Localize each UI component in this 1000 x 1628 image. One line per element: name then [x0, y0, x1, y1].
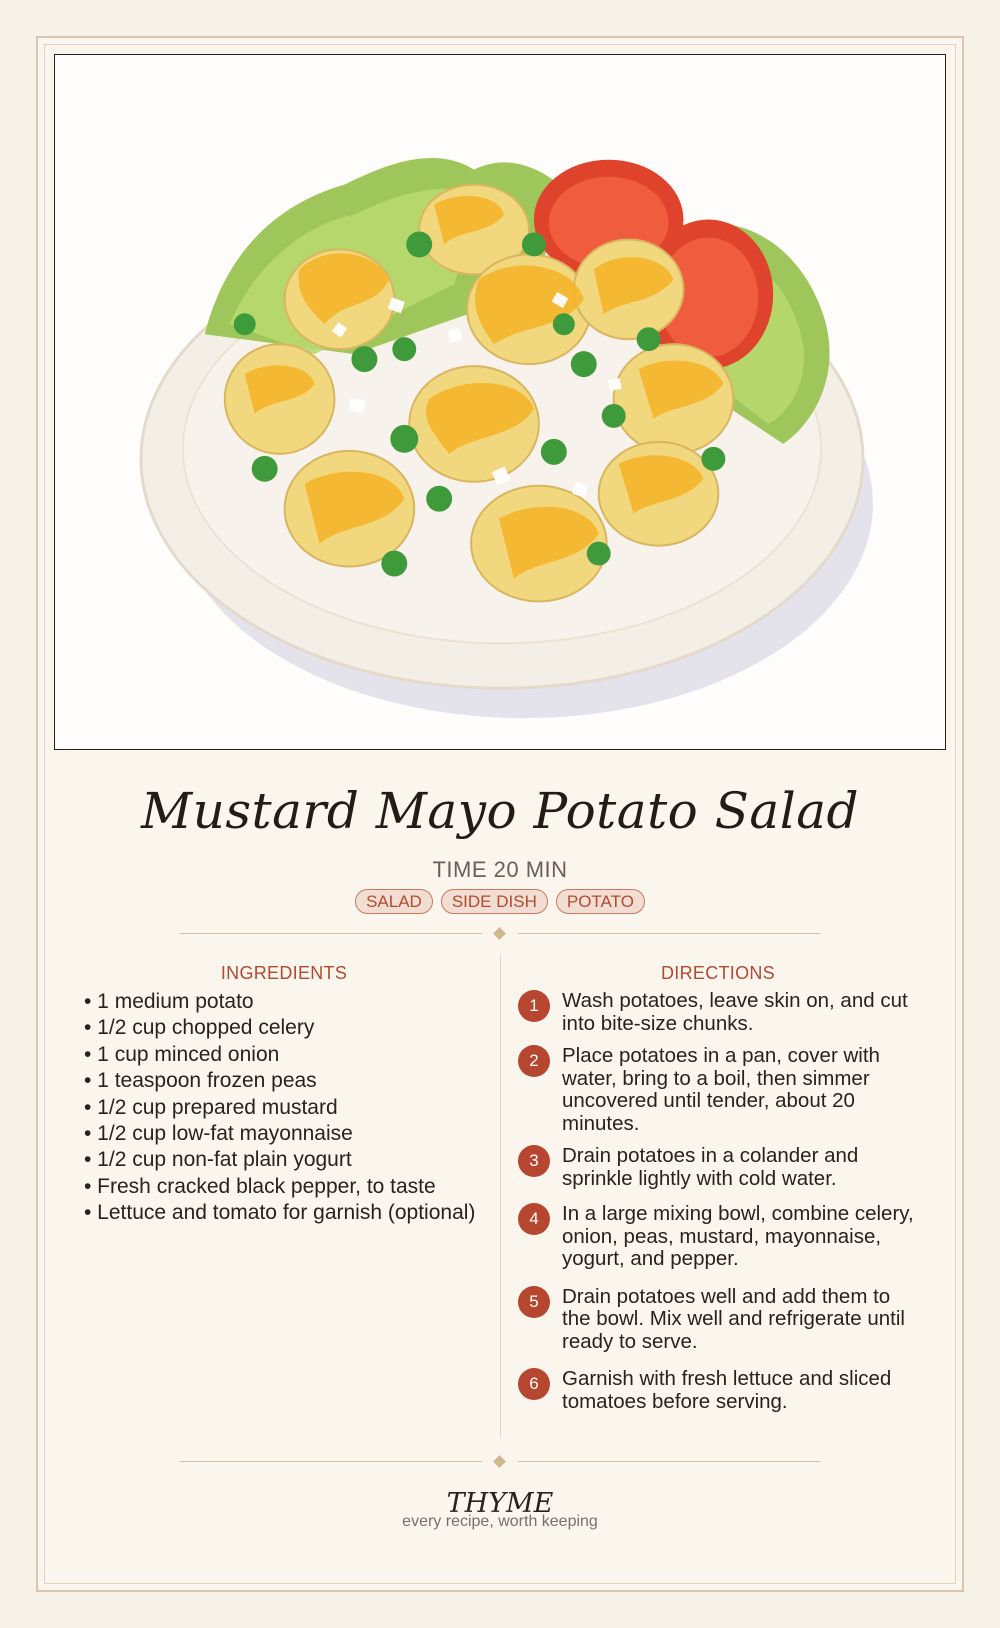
directions-list	[518, 990, 918, 1413]
ingredient-item: • Fresh cracked black pepper, to taste	[84, 1174, 436, 1198]
direction-step	[518, 990, 918, 1035]
directions-heading: DIRECTIONS	[660, 963, 775, 983]
step-text: Wash potatoes, leave skin on, and cut into bite-size chunks.	[562, 989, 908, 1035]
ingredient-item: • 1 medium potato	[84, 990, 254, 1013]
diamond-icon	[493, 927, 506, 940]
direction-step	[518, 1286, 918, 1354]
diamond-icon	[493, 1455, 506, 1468]
brand-tagline: every recipe, worth keeping	[402, 1513, 598, 1530]
tag-list	[0, 889, 1000, 914]
step-text: Drain potatoes in a colander and sprinkle lightly with cold water.	[562, 1144, 859, 1190]
ingredient-item: • 1 cup minced onion	[84, 1042, 280, 1066]
direction-step	[518, 1368, 918, 1413]
tag-potato[interactable]: POTATO	[556, 889, 645, 914]
direction-step	[518, 1145, 918, 1190]
step-number-badge: 5	[518, 1286, 550, 1318]
ingredient-item: • 1 teaspoon frozen peas	[84, 1069, 317, 1093]
tag-salad[interactable]: SALAD	[355, 889, 433, 914]
step-text: Garnish with fresh lettuce and sliced tomatoes before serving.	[562, 1367, 892, 1413]
step-number-badge: 4	[518, 1203, 550, 1235]
column-separator	[500, 955, 501, 1437]
step-text: Drain potatoes well and add them to the bowl. Mix well and refrigerate until ready to serve.	[562, 1284, 905, 1353]
step-number-badge: 6	[518, 1368, 550, 1400]
tag-side-dish[interactable]: SIDE DISH	[441, 889, 548, 914]
top-divider	[180, 928, 820, 940]
ingredient-item: • Lettuce and tomato for garnish (optional)	[84, 1201, 476, 1225]
step-number-badge: 2	[518, 1045, 550, 1077]
recipe-title: Mustard Mayo Potato Salad	[140, 782, 860, 840]
recipe-photo	[54, 54, 946, 750]
ingredient-item: • 1/2 cup low-fat mayonnaise	[84, 1121, 353, 1145]
ingredients-list	[84, 990, 484, 1228]
step-text: Place potatoes in a pan, cover with water, bring to a boil, then simmer uncovered until tender, about 20 minutes.	[562, 1044, 880, 1135]
step-number-badge: 1	[518, 990, 550, 1022]
direction-step	[518, 1045, 918, 1135]
ingredients-heading: INGREDIENTS	[220, 963, 348, 983]
step-text: In a large mixing bowl, combine celery, onion, peas, mustard, mayonnaise, yogurt, and pepper.	[562, 1202, 914, 1270]
brand-name: THYME	[446, 1488, 554, 1519]
ingredient-item: • 1/2 cup prepared mustard	[84, 1095, 338, 1119]
recipe-time: TIME 20 MIN	[432, 857, 568, 882]
ingredient-item: • 1/2 cup chopped celery	[84, 1016, 315, 1040]
step-number-badge: 3	[518, 1145, 550, 1177]
ingredient-item: • 1/2 cup non-fat plain yogurt	[84, 1148, 352, 1172]
direction-step	[518, 1203, 918, 1271]
bottom-divider	[180, 1456, 820, 1468]
